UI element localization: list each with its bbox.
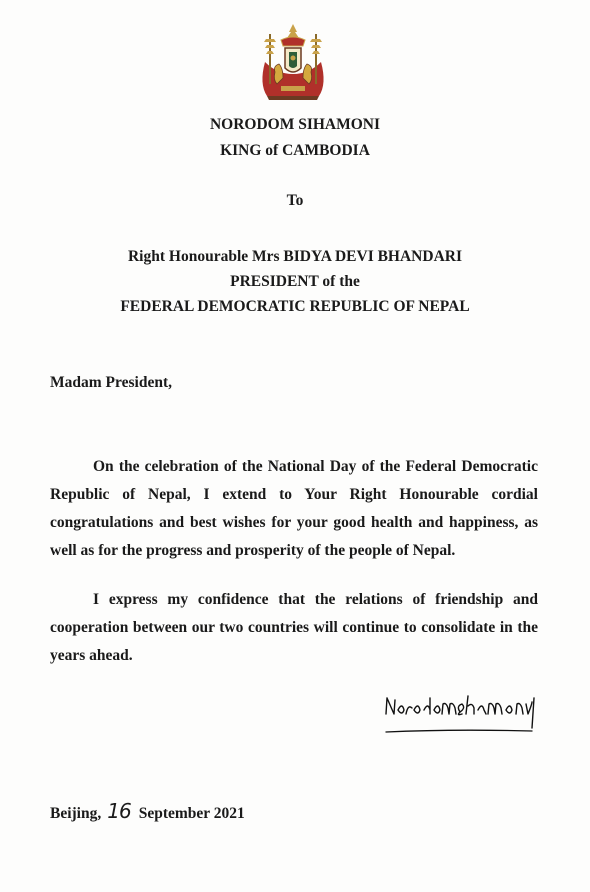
recipient-line-1: Right Honourable Mrs BIDYA DEVI BHANDARI <box>127 248 462 265</box>
date-place: Beijing, <box>50 805 102 822</box>
recipient-line-3: FEDERAL DEMOCRATIC REPUBLIC OF NEPAL <box>120 298 470 315</box>
to-label: To <box>286 192 304 209</box>
date-month-year: September 2021 <box>138 805 245 822</box>
salutation: Madam President, <box>50 374 172 391</box>
sender-name: NORODOM SIHAMONI <box>209 116 381 133</box>
royal-coat-of-arms-icon <box>253 22 333 104</box>
body-paragraph-1: On the celebration of the National Day of the Federal Democratic Republic of Nepal, I extend to Your Right Honourable cordial congratulations and best wishes for your good health and happiness, as well as for the progress and prosperity of the people of Nepal. <box>50 458 538 559</box>
date-day: 16 <box>107 799 131 823</box>
date-line <box>50 799 245 823</box>
sender-title: KING of CAMBODIA <box>220 142 370 159</box>
signature <box>382 688 542 740</box>
body-paragraph-2: I express my confidence that the relations of friendship and cooperation between our two countries will continue to consolidate in the years ahead. <box>50 591 538 664</box>
recipient-line-2: PRESIDENT of the <box>230 273 360 290</box>
